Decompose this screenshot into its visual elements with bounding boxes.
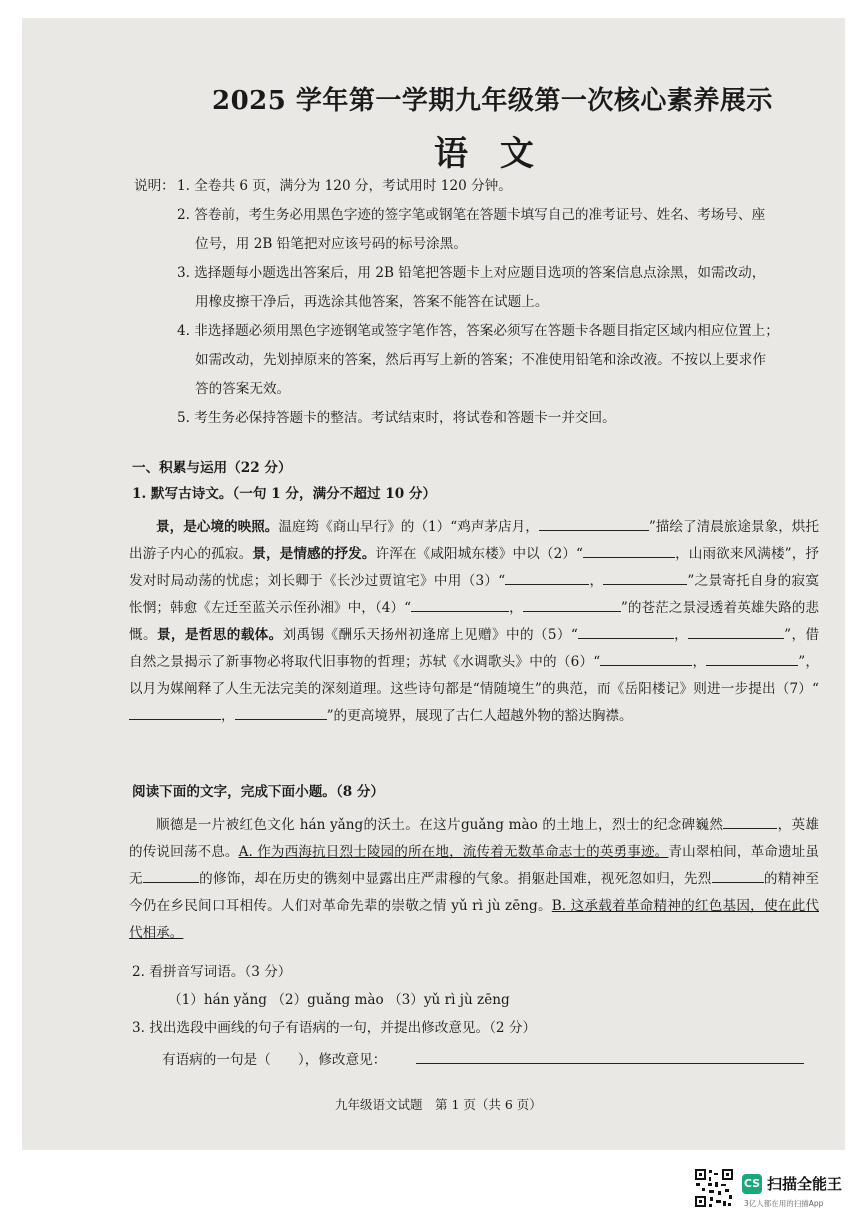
instruction-line: 如需改动，先划掉原来的答案，然后再写上新的答案；不准使用铅笔和涂改液。不按以上要求作 bbox=[195, 352, 766, 368]
underlined-sentence-b: B. 这承载着革命精神的红色基因，使在此代代相承。 bbox=[129, 898, 819, 941]
reading-passage bbox=[129, 812, 819, 947]
reading-blank-1[interactable] bbox=[723, 816, 777, 829]
passage-text: 景，是情感的抒发。 bbox=[252, 546, 376, 562]
exam-title: 2025 学年第一学期九年级第一次核心素养展示 bbox=[212, 86, 773, 116]
answer-blank-6b[interactable] bbox=[706, 653, 798, 666]
passage-text: ， bbox=[509, 600, 523, 616]
instruction-line: 5. 考生务必保持答题卡的整洁。考试结束时，将试卷和答题卡一并交回。 bbox=[177, 410, 616, 426]
answer-blank-6a[interactable] bbox=[600, 653, 692, 666]
reading-blank-3[interactable] bbox=[712, 870, 764, 883]
qr-code-icon bbox=[694, 1168, 734, 1208]
question-1-heading: 1. 默写古诗文。（一句 1 分，满分不超过 10 分） bbox=[132, 486, 437, 502]
passage-text: 温庭筠《商山早行》的（1）“鸡声茅店月， bbox=[278, 519, 539, 535]
passage-text: ，山雨欲来风满楼”，抒发对时局动荡的忧虑；刘长卿于《长沙过贾谊宅》中用（3）“ bbox=[129, 546, 819, 589]
passage-text: ”，以月为媒阐释了人生无法完美的深刻道理。这些诗句都是“情随境生”的典范，而《岳阳楼记》则进一步提出（7）“ bbox=[129, 654, 820, 697]
instruction-line: 用橡皮擦干净后，再选涂其他答案，答案不能答在试题上。 bbox=[195, 294, 549, 310]
answer-blank-3b[interactable] bbox=[603, 572, 687, 585]
underlined-sentence-a: A. 作为西海抗日烈士陵园的所在地，流传着无数革命志士的英勇事迹。 bbox=[238, 844, 669, 860]
reading-text: 青山翠柏间，革命遗址虽无 bbox=[129, 844, 819, 887]
answer-blank-1[interactable] bbox=[539, 518, 649, 531]
passage-text: ”的更高境界，展现了古仁人超越外物的豁达胸襟。 bbox=[326, 708, 633, 724]
brand-tagline: 3亿人都在用的扫描App bbox=[744, 1199, 824, 1208]
passage-text: 景，是心境的映照。 bbox=[156, 519, 279, 535]
answer-blank-5b[interactable] bbox=[688, 626, 784, 639]
passage-text: ， bbox=[692, 654, 707, 670]
passage-text: ”的苍茫之景浸透着英雄失路的悲慨。 bbox=[129, 600, 820, 643]
answer-blank-7a[interactable] bbox=[129, 707, 221, 720]
reading-blank-2[interactable] bbox=[143, 870, 199, 883]
brand-name: 扫描全能王 bbox=[767, 1175, 843, 1193]
section-heading: 一、积累与运用（22 分） bbox=[132, 460, 292, 476]
instruction-line: 答的答案无效。 bbox=[195, 381, 291, 397]
passage-text: ”，借自然之景揭示了新事物必将取代旧事物的哲理；苏轼《水调歌头》中的（6）“ bbox=[129, 627, 820, 670]
instructions-label: 说明： bbox=[134, 178, 175, 194]
question-2-items: （1）hán yǎng （2）guǎng mào （3）yǔ rì jù zēng bbox=[168, 992, 510, 1008]
reading-text: 的精神至今仍在乡民间口耳相传。人们对革命先辈的崇敬之情 yǔ rì jù zēng。 bbox=[129, 871, 820, 914]
instruction-line: 2. 答卷前，考生务必用黑色字迹的签字笔或钢笔在答题卡填写自己的准考证号、姓名、考场号、座 bbox=[177, 207, 766, 223]
subject-title: 语 文 bbox=[434, 134, 544, 174]
answer-blank-5a[interactable] bbox=[578, 626, 674, 639]
question-1-passage bbox=[129, 514, 819, 730]
scanner-watermark bbox=[694, 1168, 854, 1216]
question-3-answer-prompt: 有语病的一句是（ ），修改意见： bbox=[162, 1052, 387, 1068]
passage-text: 刘禹锡《酬乐天扬州初逢席上见赠》中的（5）“ bbox=[282, 627, 578, 643]
instruction-line: 1. 全卷共 6 页，满分为 120 分，考试用时 120 分钟。 bbox=[177, 178, 512, 194]
answer-blank-3a[interactable] bbox=[505, 572, 589, 585]
passage-text: ， bbox=[589, 573, 604, 589]
instruction-line: 4. 非选择题必须用黑色字迹钢笔或签字笔作答，答案必须写在答题卡各题目指定区域内相应位置上； bbox=[177, 323, 779, 339]
camscanner-logo-icon: CS bbox=[742, 1174, 762, 1194]
question-3-answer-line[interactable] bbox=[416, 1063, 804, 1064]
answer-blank-4b[interactable] bbox=[523, 599, 621, 612]
page-footer: 九年级语文试题 第 1 页（共 6 页） bbox=[335, 1097, 542, 1112]
passage-text: ”描绘了清晨旅途景象，烘托出游子内心的孤寂。 bbox=[129, 519, 819, 562]
answer-blank-7b[interactable] bbox=[235, 707, 327, 720]
instruction-line: 3. 选择题每小题选出答案后，用 2B 铅笔把答题卡上对应题目选项的答案信息点涂黑，如需改动， bbox=[177, 265, 766, 281]
reading-text: 的修饰，却在历史的镌刻中显露出庄严肃穆的气象。捐躯赴国难，视死忽如归，先烈 bbox=[198, 871, 712, 887]
reading-text: ，英雄的传说回荡不息。 bbox=[129, 817, 819, 860]
instruction-line: 位号，用 2B 铅笔把对应该号码的标号涂黑。 bbox=[195, 236, 467, 252]
question-2-heading: 2. 看拼音写词语。（3 分） bbox=[132, 964, 292, 980]
question-3-heading: 3. 找出选段中画线的句子有语病的一句，并提出修改意见。（2 分） bbox=[132, 1020, 537, 1036]
reading-heading: 阅读下面的文字，完成下面小题。（8 分） bbox=[132, 784, 385, 800]
passage-text: ， bbox=[673, 627, 689, 643]
answer-blank-2[interactable] bbox=[583, 545, 675, 558]
passage-text: ”之景寄托自身的寂寞怅惘；韩愈《左迁至蓝关示侄孙湘》中，（4）“ bbox=[129, 573, 819, 616]
exam-page bbox=[22, 18, 845, 1150]
answer-blank-4a[interactable] bbox=[411, 599, 509, 612]
passage-text: ， bbox=[221, 708, 235, 724]
passage-text: 许浑在《咸阳城东楼》中以（2）“ bbox=[375, 546, 583, 562]
reading-text: 顺德是一片被红色文化 hán yǎng的沃土。在这片guǎng mào 的土地上，烈士的纪念碑巍然 bbox=[156, 817, 724, 833]
passage-text: 景，是哲思的载体。 bbox=[156, 627, 283, 643]
